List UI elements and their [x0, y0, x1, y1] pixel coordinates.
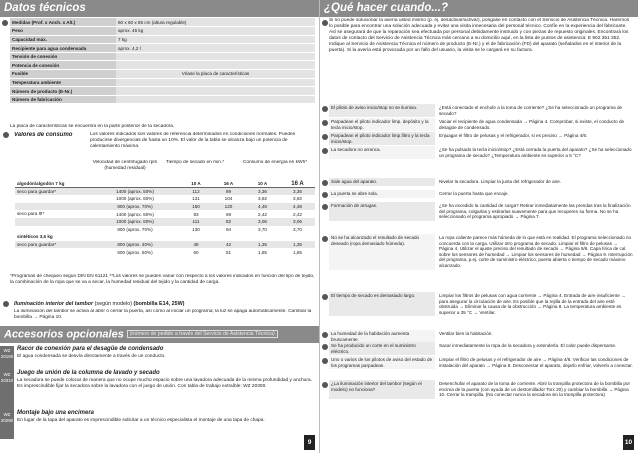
- spec-key: Número de producto (E-Nr.): [10, 87, 116, 96]
- troubleshooting-row: [329, 104, 635, 117]
- spec-value: 7 kg: [116, 35, 315, 44]
- amp-label: 10 A: [245, 180, 280, 188]
- troubleshooting-row: [329, 202, 635, 221]
- troubleshooting-row: [329, 118, 635, 131]
- col-header-time: Tiempo de secado en min.*: [165, 160, 225, 165]
- troubleshooting-row: [329, 342, 635, 355]
- table-cell: [15, 203, 90, 211]
- troubleshooting-row: [329, 380, 635, 399]
- troubleshooting-row: [329, 356, 635, 369]
- table-cell: 112: [180, 188, 212, 196]
- bullet-icon: [322, 204, 328, 210]
- table-cell: 1000 (aprox. 60%): [116, 196, 154, 202]
- table-cell: [15, 218, 90, 226]
- bullet-icon: [322, 382, 328, 388]
- spec-key: Capacidad máx.: [10, 35, 116, 44]
- spec-key: Fusible: [10, 70, 116, 79]
- solution-text: Desenchufar el aparato de la toma de corriente. Abrir la trampilla protectora de la bombilla por encima de la puerta (con ayuda de un destornillador Torx 20) y cambiar la bombilla → Página 10. Cerrar la trampilla. (No conectar nunca la secadora sin la trampilla protectora): [439, 381, 630, 398]
- table-cell: 1,65: [258, 249, 267, 255]
- troubleshooting-row: [329, 190, 635, 198]
- spec-key: Potencia de conexión: [10, 61, 116, 70]
- table-cell: 3,36: [245, 188, 280, 196]
- table-cell: 2,42: [258, 211, 267, 217]
- bullet-icon: [322, 180, 328, 186]
- table-cell: 800 (aprox. 70%): [90, 203, 180, 211]
- page-title: Datos técnicos: [4, 2, 86, 14]
- table-cell: 82: [212, 218, 245, 226]
- section-header-accessories: [0, 326, 319, 343]
- spec-row: [10, 44, 315, 53]
- table-row: [15, 218, 315, 226]
- table-row: [15, 195, 315, 203]
- amp-label: 16 A: [212, 180, 245, 188]
- spec-row: [10, 27, 315, 36]
- spec-row: [10, 78, 315, 87]
- spec-key: Recipiente para agua condensada: [10, 44, 116, 53]
- problem-text: Uno o varios de los pilotos de aviso del estado de los programas parpadean.: [329, 356, 435, 369]
- drum-light-bulb: (bombilla E14, 25W): [133, 301, 185, 307]
- table-cell: 1000 (aprox. 60%): [90, 218, 180, 226]
- solution-text: La ropa caliente parece más húmeda de lo que está en realidad. El programa seleccionado no concuerda con la carga. Utilizar otro programa de secado. Limpiar el filtro de pelusas → Página 4. Utilizar el ajuste preciso del resultado de secado → Página 5/6. Capa lírica de cal sobre los sensores de humedad → Limpiar los sensores de humedad → Página 9. Interrupción del programa, p.ej. corte de suministro eléctrico, puerta abierta o tiempo de secado máximo alcanzado.: [439, 235, 633, 268]
- bullet-icon: [322, 192, 328, 198]
- accessory-item: [0, 410, 319, 439]
- table-cell: 3,70: [293, 226, 302, 232]
- table-cell: 3,92: [293, 196, 302, 202]
- table-cell: 600 (aprox. 50%): [117, 249, 153, 255]
- drum-light-text: La iluminación del tambor se activa al abrir o cerrar la puerta, así como al iniciar un programa; la luz se apaga automáticamente. Cambiar la bombilla → Página 10.: [14, 309, 312, 320]
- table-cell: 111: [180, 218, 212, 226]
- bullet-icon: [322, 294, 328, 300]
- table-cell: 130: [192, 226, 200, 232]
- accessory-code: WZ 20310: [0, 370, 14, 410]
- problem-text: La secadora no arranca.: [329, 146, 435, 159]
- table-cell: [15, 226, 90, 234]
- spec-row: [10, 87, 315, 96]
- table-row: [15, 233, 315, 241]
- table-cell: 1400 (aprox. 50%): [116, 211, 154, 217]
- spec-row: [10, 52, 315, 61]
- problem-text: El tiempo de secado es demasiado largo.: [329, 292, 435, 316]
- drum-light-title: Iluminación interior del tambor: [14, 301, 94, 307]
- solution-text: Limpiar los filtros de pelusas con agua corriente → Página 4. Entrada de aire insuficiente → para asegurar la circulación de aire. Es posible que la rejilla de la entrada del aire esté obstruida → Eliminar la causa de la obstrucción → Página 8. La temperatura ambiente es superior a 35 °C → Ventilar.: [439, 293, 626, 315]
- drum-light-heading: [14, 301, 314, 308]
- table-cell: 3,06: [280, 218, 315, 226]
- problem-text: La puerta se abre sola.: [329, 190, 435, 198]
- page-number: 10: [623, 435, 634, 450]
- table-row: [15, 203, 315, 211]
- troubleshooting-row: [329, 132, 635, 145]
- solution-text: ¿Está conectado el enchufe a la toma de corriente? ¿Se ha seleccionado un programa de secado?: [439, 105, 623, 116]
- bullet-icon: [322, 148, 328, 154]
- group-label: algodón/algodón 7 kg: [15, 180, 90, 188]
- bullet-icon: [322, 120, 328, 126]
- problem-text: El piloto de aviso inicio/stop no se ilumina.: [329, 104, 435, 117]
- table-cell: seco para guardar*: [15, 241, 90, 249]
- table-cell: 800 (aprox. 40%): [90, 241, 180, 249]
- table-header-row: [15, 180, 315, 188]
- bullet-icon: [322, 344, 328, 350]
- table-cell: 1,35: [280, 241, 315, 249]
- table-cell: seco para guardar*: [15, 188, 90, 196]
- table-cell: 48: [180, 241, 212, 249]
- table-cell: 2,42: [293, 211, 302, 217]
- table-row: [15, 226, 315, 234]
- section-header-troubleshooting: [320, 0, 638, 17]
- solution-text: Nivelar la secadora. Limpiar la junta del refrigerador de aire.: [439, 179, 562, 184]
- spec-value: Véase la placa de características: [116, 70, 315, 79]
- bullet-icon: [3, 132, 9, 138]
- spec-value: aprox. 45 kg: [116, 27, 315, 36]
- consumption-title: Valores de consumo: [14, 132, 73, 138]
- solution-text: ¿Se ha pulsado la tecla inicio/stop? ¿Está cerrada la puerta del aparato? ¿Se ha seleccionado un programa de secado? ¿Temperatura ambiente es superior a 5 °C?: [439, 147, 632, 158]
- col-header-energy: Consumo de energía en kWh*: [242, 160, 308, 165]
- solution-text: Limpiar el filtro de pelusas y el refrigerador de aire → Página 4/6. Verificar las condiciones de instalación del aparato → Página 8. Desconectar el aparato, dejarlo enfriar, volverlo a conectar.: [439, 357, 633, 368]
- accessory-text: En lugar de la tapa del aparato es imprescindible solicitar a un técnico especialista el montaje de una tapa de chapa.: [17, 418, 265, 424]
- table-row: [15, 248, 315, 256]
- spec-row: [10, 95, 315, 104]
- bullet-icon: [322, 332, 328, 338]
- table-cell: [15, 195, 90, 203]
- accessory-code: WZ 20160: [0, 346, 14, 375]
- table-cell: 3,06: [245, 218, 280, 226]
- accessories-title: Accesorios opcionales: [4, 328, 124, 341]
- spec-value: 60 x 60 x 85 cm (altura regulable): [116, 18, 315, 27]
- bullet-icon: [322, 134, 328, 140]
- table-cell: 51: [225, 249, 232, 255]
- accessories-subtitle: (número de pedido a través del Servicio de Asistencia Técnica): [127, 330, 278, 338]
- table-cell: 89: [212, 188, 245, 196]
- problem-text: Parpadean el piloto indicador limp.filtro y la tecla inicio/stop.: [329, 132, 435, 145]
- problem-text: Se ha producido un corte en el suministro eléctrico.: [329, 342, 435, 355]
- accessory-text: El agua condensada se desvía directamente a través de un conducto.: [17, 354, 166, 360]
- accessory-text: La secadora se puede colocar de manera que no ocupe mucho espacio sobre una lavadora adecuada de la misma profundidad y anchura. Es imprescindible fijar la secadora sobre la lavadora con el juego de unión. Con tabla de trabajo extraíble: WZ 20300.: [17, 378, 312, 390]
- problem-text: No se ha alcanzado el resultado de secado deseado (ropa demasiado húmeda).: [329, 234, 435, 270]
- solution-text: Ventilar bien la habitación.: [439, 331, 493, 336]
- table-cell: 4,48: [280, 203, 315, 211]
- table-cell: 800 (aprox. 70%): [117, 226, 153, 232]
- table-cell: [15, 248, 90, 256]
- amp-label: 16 A: [280, 180, 315, 188]
- plate-note: La placa de características se encuentra en la parte posterior de la secadora.: [10, 124, 175, 129]
- problem-text: Sale agua del aparato.: [329, 178, 435, 186]
- bullet-icon: [322, 106, 328, 112]
- spec-table: [10, 18, 315, 104]
- troubleshooting-row: [329, 292, 635, 316]
- problem-text: Formación de arrugas.: [329, 202, 435, 221]
- spec-key: Peso: [10, 27, 116, 36]
- spec-row: [10, 35, 315, 44]
- group-label: sintéticos 3,5 kg: [17, 234, 53, 240]
- table-cell: 1400 (aprox. 50%): [90, 188, 180, 196]
- spec-value: [116, 61, 315, 70]
- consumption-text: Los valores indicados son valores de referencia determinados en condiciones normales. Pueden producirse divergencias de hasta un 10%. El valor de la tabla se alcanza bajo un potencia de calentamiento máxima.: [90, 132, 296, 149]
- table-cell: 131: [192, 196, 200, 202]
- table-cell: 150: [180, 203, 212, 211]
- table-cell: 42: [212, 241, 245, 249]
- intro-text: Si no puede solucionar la avería usted mismo (p. ej. desactivar/activar), póngase en contacto con el Servicio de Asistencia Técnica. Haremos lo posible para encontrar una solución adecuada y evitar una visita innecesaria del personal técnico. Confíe en la experiencia del fabricante. Así se asegurará de que la reparación sea efectuada por personal debidamente instruido y con piezas de repuesto originales. Encontrará los datos de contacto del Servicio de Asistencia Técnica más cercano a su domicilio aquí, en la lista de puntos de asistencia: E 902 351 352. Indique al Servicio de Asistencia Técnica el número de producto (E-Nr.) y el de fabricación (FD) del aparato (señalados en el interior de la puerta). Si la avería está provocada por un fallo del usuario, la visita se le cargará en su factura.: [329, 18, 630, 53]
- table-cell: 3,36: [280, 188, 315, 196]
- spec-value: [116, 87, 315, 96]
- table-cell: 120: [212, 203, 245, 211]
- accessory-title: Juego de unión de la columna de lavado y secado: [17, 370, 160, 376]
- bullet-icon: [3, 301, 9, 307]
- solution-text: ¿Se ha excedido la cantidad de carga? Retirar inmediatamente las prendas tras la finalización del programa, colgarlas y estirarlas suavemente para que recuperen su forma. No se ha seleccionado el programa apropiado → Página 7.: [439, 203, 631, 220]
- solution-text: Sacar inmediatamente la ropa de la secadora y extenderla. El calor puede dispersarse.: [439, 343, 617, 348]
- bullet-icon: [322, 20, 328, 26]
- table-row: [15, 188, 315, 196]
- bullet-icon: [2, 20, 8, 26]
- consumption-table: [15, 180, 315, 256]
- right-page: [319, 0, 638, 453]
- spec-row: [10, 70, 315, 79]
- troubleshooting-row: [329, 234, 635, 270]
- solution-text: Enjuagar el filtro de pelusas y el refrigerador, si es preciso → Página 4/6.: [439, 133, 588, 138]
- solution-text: Cerrar la puerta hasta que encaje.: [439, 191, 509, 196]
- spec-key: Temperatura ambiente: [10, 78, 116, 87]
- accessory-title: Racor de conexión para el desagüe de condensado: [17, 346, 164, 352]
- table-cell: 60: [193, 249, 199, 255]
- drum-light-sub: (según modelo): [94, 301, 133, 307]
- spec-value: aprox. 4,2 l: [116, 44, 315, 53]
- bullet-icon: [322, 236, 328, 242]
- troubleshooting-row: [329, 178, 635, 186]
- col-header-spin: Velocidad de centrifugado rpm (humedad residual): [92, 160, 158, 171]
- spec-value: [116, 95, 315, 104]
- table-row: [15, 241, 315, 249]
- spec-row: [10, 61, 315, 70]
- table-cell: 3,70: [258, 226, 267, 232]
- spec-value: [116, 78, 315, 87]
- table-cell: 93: [193, 211, 199, 217]
- amp-label: 10 A: [180, 180, 212, 188]
- spec-value: [116, 52, 315, 61]
- table-cell: 1,65: [293, 249, 302, 255]
- accessory-title: Montaje bajo una encimera: [17, 410, 95, 416]
- footnote: *Programas de chequeo según DIN EN 61121 **Los valores se pueden variar con respecto a los valores indicados en función del tipo de tejido, la combinación de la ropa que se va a secar, la humedad residual del tejido y la cantidad de carga.: [10, 274, 315, 285]
- spec-key: Tensión de conexión: [10, 52, 116, 61]
- problem-text: Parpadean el piloto indicador limp. depósito y la tecla inicio/stop.: [329, 118, 435, 131]
- problem-text: ¿La iluminación interior del tambor (según el modelo) no funciona?: [329, 380, 435, 399]
- table-cell: 104: [224, 196, 233, 202]
- spec-key: Medidas (Prof. x Anch. x Alt.): [10, 18, 116, 27]
- section-header-technical-data: [0, 0, 319, 17]
- table-cell: 1,35: [245, 241, 280, 249]
- page-title: ¿Qué hacer cuando...?: [324, 2, 448, 14]
- page-number: 9: [304, 435, 315, 450]
- table-cell: seco para ⚙*: [17, 211, 45, 217]
- table-row: [15, 210, 315, 218]
- spec-key: Número de fabricación: [10, 95, 116, 104]
- troubleshooting-row: [329, 146, 635, 159]
- solution-text: Vaciar el recipiente de agua condensada → Página 4. Comprobar, si existe, el conducto de desagüe de condensado.: [439, 119, 625, 130]
- table-cell: 69: [225, 211, 232, 217]
- table-cell: 4,48: [245, 203, 280, 211]
- problem-text: La humedad de la habitación aumenta bruscamente.: [329, 330, 435, 343]
- spec-row: [10, 18, 315, 27]
- bullet-icon: [322, 358, 328, 364]
- accessory-item: [0, 370, 319, 410]
- accessory-code: WZ 20290: [0, 410, 14, 439]
- table-cell: 3,92: [258, 196, 267, 202]
- table-cell: 94: [225, 226, 232, 232]
